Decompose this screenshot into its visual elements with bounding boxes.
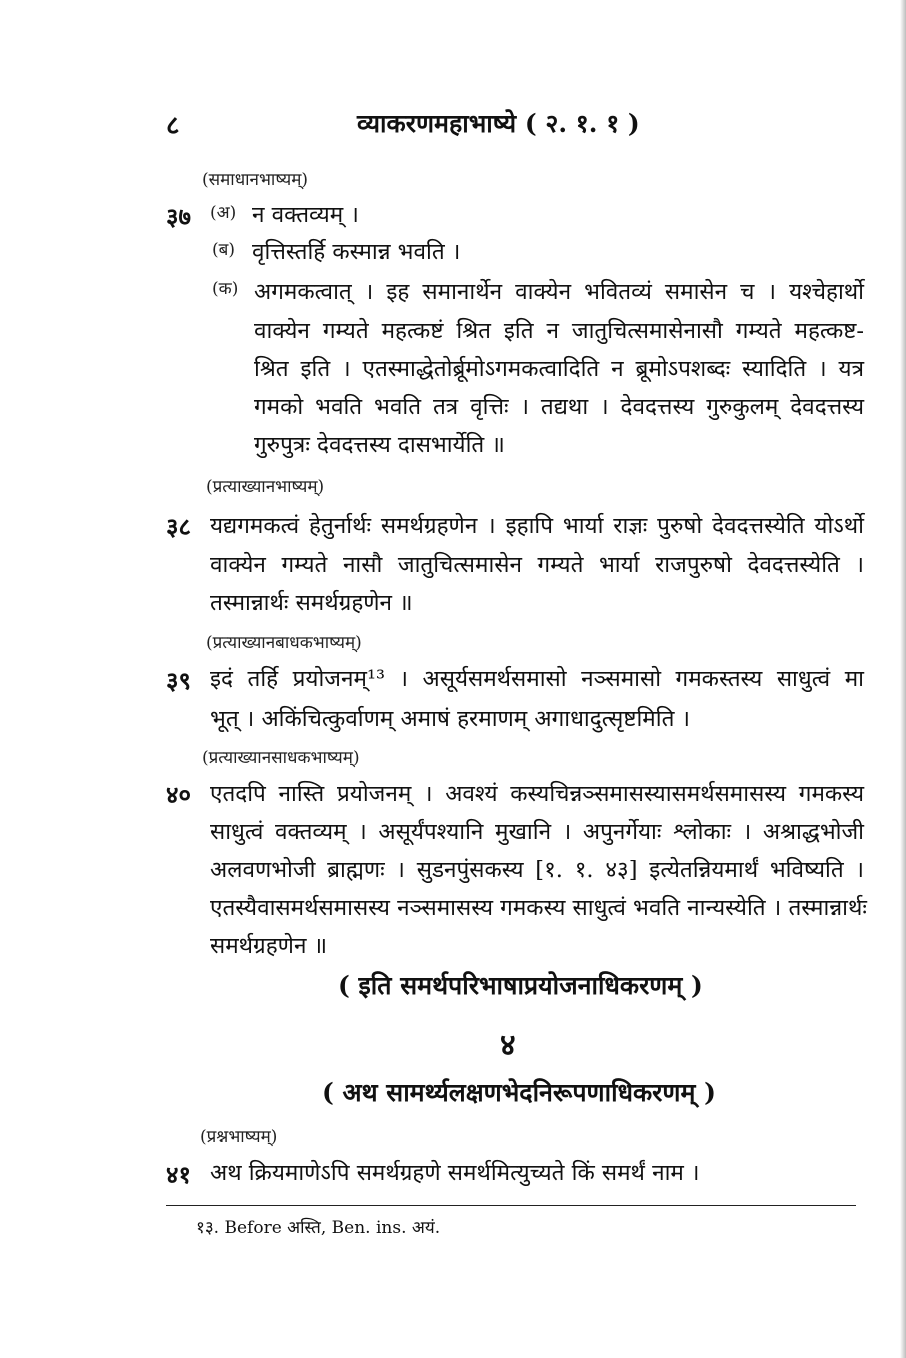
section-label: (समाधानभाष्यम्) [202,170,309,190]
page-number: ८ [166,111,180,141]
page-edge-shadow [900,0,906,1358]
text-line: अथ क्रियमाणेऽपि समर्थग्रहणे समर्थमित्युच्यते किं समर्थं नाम । [210,1160,700,1186]
sub-mark: (अ) [210,203,237,223]
paragraph-number: ३९ [166,666,191,695]
section-label: (प्रत्याख्यानभाष्यम्) [206,477,325,497]
text-line: साधुत्वं वक्तव्यम् । असूर्यंपश्यानि मुखानि । अपुनर्गेयाः श्लोकाः । अश्राद्धभोजी [210,819,864,845]
paragraph-number: ३७ [166,202,191,231]
text-line: वाक्येन गम्यते महत्कष्टं श्रित इति न जातुचित्समासेनासौ गम्यते महत्कष्ट- [254,318,864,344]
text-line: श्रित इति । एतस्माद्धेतोर्ब्रूमोऽगमकत्वादिति न ब्रूमोऽपशब्दः स्यादिति । यत्र [254,356,864,382]
text-line: गमको भवति भवति तत्र वृत्तिः । तद्यथा । देवदत्तस्य गुरुकुलम् देवदत्तस्य [254,394,864,420]
text-line: तस्मान्नार्थः समर्थग्रहणेन ॥ [210,590,413,616]
text-line: इदं तर्हि प्रयोजनम्¹³ । असूर्यसमर्थसमासो नञ्समासो गमकस्तस्य साधुत्वं मा [210,666,864,692]
text-line: वृत्तिस्तर्हि कस्मान्न भवति । [252,239,461,265]
text-line: यद्यगमकत्वं हेतुर्नार्थः समर्थग्रहणेन । इहापि भार्या राज्ञः पुरुषो देवदत्तस्येति योऽर्थो [210,513,864,539]
paragraph-number: ४१ [166,1160,191,1189]
text-line: समर्थग्रहणेन ॥ [210,933,328,959]
footnote: १३. Before अस्ति, Ben. ins. अयं. [196,1218,441,1238]
text-line: अलवणभोजी ब्राह्मणः । सुडनपुंसकस्य [१. १. ४३] इत्येतन्नियमार्थं भविष्यति । [210,857,864,883]
text-line: भूत् । अकिंचित्कुर्वाणम् अमाषं हरमाणम् अगाधादुत्सृष्टमिति । [210,706,691,732]
section-label: (प्रत्याख्यानबाधकभाष्यम्) [206,633,362,653]
text-line: वाक्येन गम्यते नासौ जातुचित्समासेन गम्यते भार्या राजपुरुषो देवदत्तस्येति । [210,552,864,578]
closing-heading: ( इति समर्थपरिभाषाप्रयोजनाधिकरणम् ) [338,971,703,1000]
text-line: गुरुपुत्रः देवदत्तस्य दासभार्येति ॥ [254,432,505,458]
text-line: एतस्यैवासमर्थसमासस्य नञ्समासस्य गमकस्य साधुत्वं भवति नान्यस्येति । तस्मान्नार्थः [210,895,867,921]
new-heading: ( अथ सामर्थ्यलक्षणभेदनिरूपणाधिकरणम् ) [322,1078,716,1107]
running-title: व्याकरणमहाभाष्ये ( २. १. १ ) [357,109,640,138]
text-line: एतदपि नास्ति प्रयोजनम् । अवश्यं कस्यचिन्नञ्समासस्यासमर्थसमासस्य गमकस्य [210,781,864,807]
section-label: (प्रश्नभाष्यम्) [200,1127,278,1147]
sub-mark: (क) [212,279,239,299]
section-number: ४ [500,1028,516,1063]
section-label: (प्रत्याख्यानसाधकभाष्यम्) [202,748,360,768]
footnote-rule [166,1205,856,1206]
paragraph-number: ४० [166,780,191,809]
sub-mark: (ब) [212,240,235,260]
paragraph-number: ३८ [166,512,191,541]
text-line: न वक्तव्यम् । [252,202,359,228]
text-line: अगमकत्वात् । इह समानार्थेन वाक्येन भवितव्यं समासेन च । यश्चेहार्थो [254,279,864,305]
